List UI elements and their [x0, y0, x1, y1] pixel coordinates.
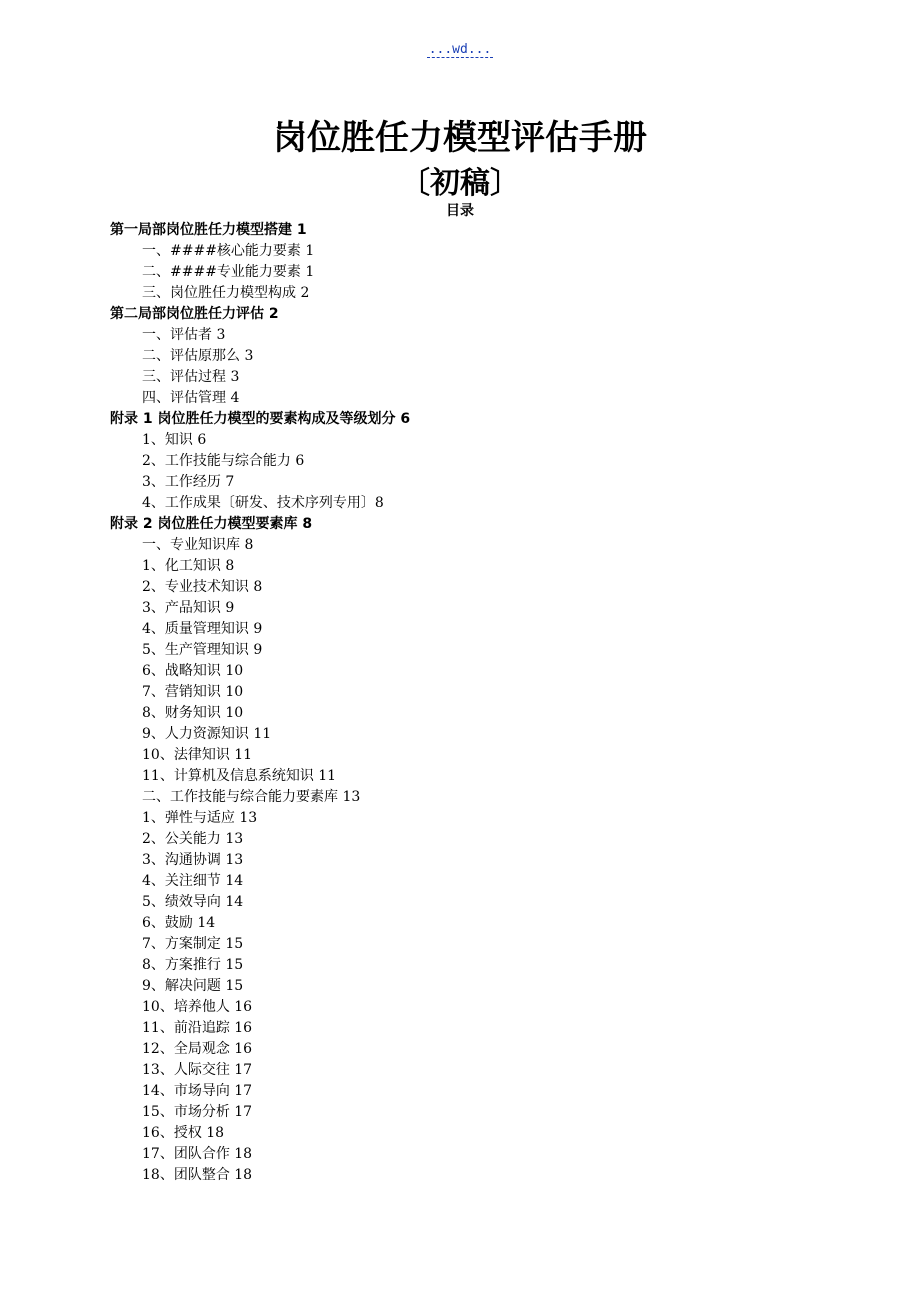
header-text[interactable]: ...wd...	[428, 42, 492, 57]
toc-subentry[interactable]: 一、专业知识库 8	[142, 537, 254, 553]
toc-section-entry[interactable]: 第一局部岗位胜任力模型搭建 1	[110, 222, 307, 238]
toc-section-entry[interactable]: 附录 1 岗位胜任力模型的要素构成及等级划分 6	[110, 411, 411, 427]
toc-subentry[interactable]: 5、绩效导向 14	[142, 894, 244, 910]
toc-subentry[interactable]: 1、弹性与适应 13	[142, 810, 258, 826]
toc-subentry[interactable]: 11、计算机及信息系统知识 11	[142, 768, 337, 784]
toc-subentry[interactable]: 7、营销知识 10	[142, 684, 244, 700]
toc-subentry[interactable]: 4、工作成果〔研发、技术序列专用〕8	[142, 495, 384, 511]
document-title: 岗位胜任力模型评估手册	[273, 118, 647, 158]
toc-subentry[interactable]: 4、质量管理知识 9	[142, 621, 263, 637]
toc-subentry[interactable]: 三、岗位胜任力模型构成 2	[142, 285, 310, 301]
toc-subentry[interactable]: 9、解决问题 15	[142, 978, 244, 994]
toc-subentry[interactable]: 1、知识 6	[142, 432, 207, 448]
toc-subentry[interactable]: 16、授权 18	[142, 1125, 225, 1141]
toc-subentry[interactable]: 15、市场分析 17	[142, 1104, 253, 1120]
toc-subentry[interactable]: 一、####核心能力要素 1	[142, 243, 315, 259]
toc-subentry[interactable]: 二、工作技能与综合能力要素库 13	[142, 789, 361, 805]
toc-subentry[interactable]: 4、关注细节 14	[142, 873, 244, 889]
toc-subentry[interactable]: 18、团队整合 18	[142, 1167, 253, 1183]
toc-heading: 目录	[446, 203, 474, 219]
toc-subentry[interactable]: 8、财务知识 10	[142, 705, 244, 721]
toc-subentry[interactable]: 2、专业技术知识 8	[142, 579, 263, 595]
toc-subentry[interactable]: 8、方案推行 15	[142, 957, 244, 973]
toc-section-entry[interactable]: 第二局部岗位胜任力评估 2	[110, 306, 279, 322]
toc-subentry[interactable]: 3、工作经历 7	[142, 474, 235, 490]
toc-subentry[interactable]: 12、全局观念 16	[142, 1041, 253, 1057]
toc-subentry[interactable]: 三、评估过程 3	[142, 369, 240, 385]
toc-subentry[interactable]: 11、前沿追踪 16	[142, 1020, 253, 1036]
toc-subentry[interactable]: 9、人力资源知识 11	[142, 726, 272, 742]
toc-subentry[interactable]: 17、团队合作 18	[142, 1146, 253, 1162]
toc-subentry[interactable]: 6、鼓励 14	[142, 915, 216, 931]
toc-subentry[interactable]: 13、人际交往 17	[142, 1062, 253, 1078]
toc-subentry[interactable]: 3、产品知识 9	[142, 600, 235, 616]
toc-subentry[interactable]: 5、生产管理知识 9	[142, 642, 263, 658]
toc-subentry[interactable]: 一、评估者 3	[142, 327, 226, 343]
toc-subentry[interactable]: 2、工作技能与综合能力 6	[142, 453, 305, 469]
toc-section-entry[interactable]: 附录 2 岗位胜任力模型要素库 8	[110, 516, 313, 532]
toc-subentry[interactable]: 10、法律知识 11	[142, 747, 253, 763]
toc-subentry[interactable]: 二、####专业能力要素 1	[142, 264, 315, 280]
document-subtitle: 〔初稿〕	[400, 166, 520, 201]
toc-subentry[interactable]: 6、战略知识 10	[142, 663, 244, 679]
table-of-contents	[110, 220, 830, 1186]
toc-subentry[interactable]: 四、评估管理 4	[142, 390, 240, 406]
toc-subentry[interactable]: 14、市场导向 17	[142, 1083, 253, 1099]
toc-subentry[interactable]: 二、评估原那么 3	[142, 348, 254, 364]
toc-subentry[interactable]: 2、公关能力 13	[142, 831, 244, 847]
page-header	[0, 42, 920, 57]
toc-subentry[interactable]: 1、化工知识 8	[142, 558, 235, 574]
toc-subentry[interactable]: 7、方案制定 15	[142, 936, 244, 952]
toc-subentry[interactable]: 10、培养他人 16	[142, 999, 253, 1015]
toc-subentry[interactable]: 3、沟通协调 13	[142, 852, 244, 868]
